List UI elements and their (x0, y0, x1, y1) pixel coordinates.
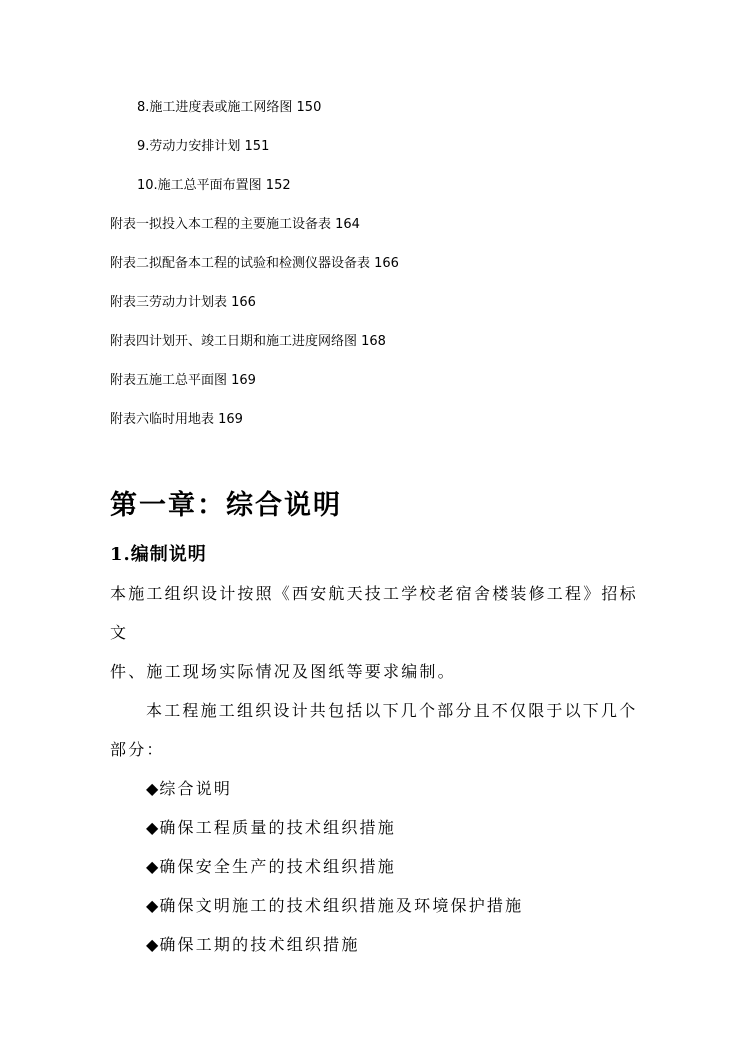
body-paragraph-line: 本施工组织设计按照《西安航天技工学校老宿舍楼装修工程》招标 (110, 584, 638, 603)
bullet-item (146, 855, 396, 879)
body-paragraph-line: 文 (110, 623, 129, 642)
body-paragraph-line: 部分： (110, 740, 165, 759)
bullet-text: 确保工程质量的技术组织措施 (159, 818, 396, 837)
diamond-bullet-icon: ◆ (146, 896, 159, 915)
diamond-bullet-icon: ◆ (146, 818, 159, 837)
toc-item: 8.施工进度表或施工网络图 150 (137, 100, 322, 115)
toc-item: 9.劳动力安排计划 151 (137, 139, 270, 154)
bullet-item (146, 894, 523, 918)
toc-item: 附表二拟配备本工程的试验和检测仪器设备表 166 (110, 256, 399, 271)
toc-item: 10.施工总平面布置图 152 (137, 178, 291, 193)
bullet-text: 确保安全生产的技术组织措施 (159, 857, 396, 876)
diamond-bullet-icon: ◆ (146, 779, 159, 798)
diamond-bullet-icon: ◆ (146, 935, 159, 954)
bullet-text: 确保文明施工的技术组织措施及环境保护措施 (159, 896, 524, 915)
bullet-text: 综合说明 (159, 779, 233, 798)
body-paragraph-line: 件、施工现场实际情况及图纸等要求编制。 (110, 662, 456, 681)
toc-item: 附表三劳动力计划表 166 (110, 295, 256, 310)
toc-item: 附表六临时用地表 169 (110, 412, 243, 427)
toc-item: 附表五施工总平面图 169 (110, 373, 256, 388)
body-paragraph-line: 本工程施工组织设计共包括以下几个部分且不仅限于以下几个 (146, 701, 638, 720)
bullet-text: 确保工期的技术组织措施 (159, 935, 360, 954)
bullet-item (146, 933, 360, 957)
toc-item: 附表四计划开、竣工日期和施工进度网络图 168 (110, 334, 386, 349)
chapter-title: 第一章：综合说明 (110, 490, 342, 521)
diamond-bullet-icon: ◆ (146, 857, 159, 876)
toc-item: 附表一拟投入本工程的主要施工设备表 164 (110, 217, 360, 232)
bullet-item (146, 777, 232, 801)
section-title: 1.编制说明 (110, 544, 207, 565)
bullet-item (146, 816, 396, 840)
